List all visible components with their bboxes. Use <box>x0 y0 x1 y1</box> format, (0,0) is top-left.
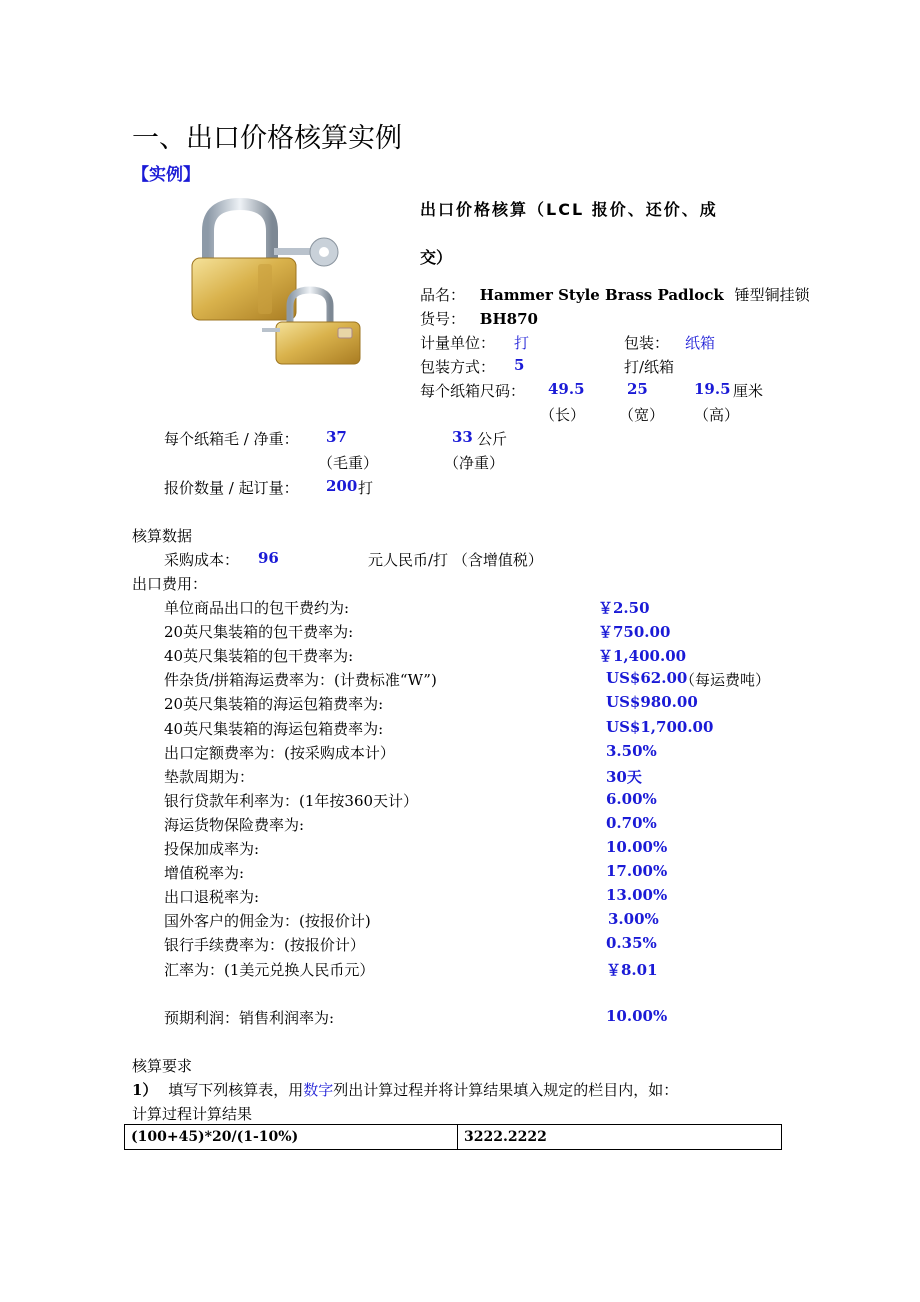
cost-row-label: 投保加成率为: <box>164 840 260 858</box>
size-width: 25 <box>627 380 648 398</box>
code-label: 货号： <box>420 310 466 328</box>
cost-row-label: 出口退税率为: <box>164 888 260 906</box>
net-weight: 33 <box>452 428 473 446</box>
gross-weight: 37 <box>326 428 347 446</box>
requirement-item-1 <box>132 1079 678 1100</box>
name-label: 品名： <box>420 286 466 304</box>
purchase-unit: 元人民币/打 （含增值税） <box>368 551 543 569</box>
pack-label: 包装： <box>624 334 670 352</box>
cost-row-value: US$980.00 <box>606 693 698 711</box>
name-value: Hammer Style Brass Padlock <box>479 286 724 304</box>
unit-value: 打 <box>514 334 530 352</box>
profit-label: 预期利润：销售利润率为: <box>164 1009 335 1027</box>
item-text-a: 填写下列核算表，用 <box>168 1081 304 1099</box>
qty-value: 200 <box>326 477 358 495</box>
cost-row-label: 国外客户的佣金为：(按报价计) <box>164 912 371 930</box>
table-caption: 计算过程计算结果 <box>132 1105 253 1123</box>
weight-label: 每个纸箱毛 / 净重： <box>164 430 299 448</box>
cost-row-label: 垫款周期为： <box>164 768 255 786</box>
cost-row-value: 6.00% <box>606 790 657 808</box>
item-text-b: 列出计算过程并将计算结果填入规定的栏目内，如： <box>333 1081 679 1099</box>
product-name-row <box>420 284 810 305</box>
cost-row-value: ￥750.00 <box>598 623 671 641</box>
cost-row-value: 3.00% <box>608 910 659 928</box>
unit-label: 计量单位： <box>420 334 496 352</box>
pack-value: 纸箱 <box>685 334 716 352</box>
cost-row-label: 出口定额费率为：(按采购成本计） <box>164 744 395 762</box>
cost-row-label: 单位商品出口的包干费约为: <box>164 599 350 617</box>
cost-row-value: 10.00% <box>606 838 668 856</box>
requirements-title: 核算要求 <box>132 1057 193 1075</box>
size-length-label: （长） <box>540 406 586 424</box>
example-tag: 【实例】 <box>132 165 200 185</box>
gross-label: （毛重） <box>318 454 379 472</box>
section-title: 出口价格核算（LCL 报价、还价、成 <box>420 200 718 219</box>
cost-row-label: 银行手续费率为：(按报价计） <box>164 936 365 954</box>
cost-row-value: US$62.00 <box>606 669 688 687</box>
item-highlight: 数字 <box>303 1081 334 1099</box>
code-value: BH870 <box>479 310 538 328</box>
cost-row-value: 0.35% <box>606 934 657 952</box>
cost-row-value: 3.50% <box>606 742 657 760</box>
size-label: 每个纸箱尺码： <box>420 382 526 400</box>
size-height-label: （高） <box>694 406 740 424</box>
cost-row-label: 20英尺集装箱的海运包箱费率为: <box>164 695 384 713</box>
cost-row-label: 增值税率为: <box>164 864 245 882</box>
size-length: 49.5 <box>548 380 585 398</box>
cost-row-label: 件杂货/拼箱海运费率为：(计费标准“W”) <box>164 671 437 689</box>
cost-row-label: 40英尺集装箱的包干费率为: <box>164 647 354 665</box>
cost-row-value: 17.00% <box>606 862 668 880</box>
padlock-image <box>178 196 368 372</box>
weight-unit: 公斤 <box>477 430 508 448</box>
cost-row-value: ￥8.01 <box>606 961 658 979</box>
cost-row-value: 13.00% <box>606 886 668 904</box>
cost-row-value: 0.70% <box>606 814 657 832</box>
cost-row-value: US$1,700.00 <box>606 718 714 736</box>
size-unit: 厘米 <box>733 382 764 400</box>
item-number: 1） <box>132 1081 158 1099</box>
cost-row-note: （每运费吨） <box>680 671 771 689</box>
qty-label: 报价数量 / 起订量： <box>164 479 299 497</box>
process-cell: (100+45)*20/(1-10%) <box>125 1125 458 1150</box>
cost-row-value: ￥1,400.00 <box>598 647 687 665</box>
cost-row-value: 30天 <box>606 768 642 786</box>
cost-row-label: 银行贷款年利率为：(1年按360天计） <box>164 792 419 810</box>
qty-unit: 打 <box>358 479 374 497</box>
section-title-continued: 交） <box>420 248 453 267</box>
product-code-row <box>420 308 538 329</box>
cost-row-label: 海运货物保险费率为: <box>164 816 305 834</box>
result-cell: 3222.2222 <box>458 1125 782 1150</box>
calc-data-title: 核算数据 <box>132 527 193 545</box>
packing-unit: 打/纸箱 <box>624 358 675 376</box>
packing-label: 包装方式： <box>420 358 496 376</box>
table-row <box>125 1125 782 1150</box>
cost-row-label: 汇率为：(1美元兑换人民币元） <box>164 961 375 979</box>
purchase-value: 96 <box>258 549 279 567</box>
example-table <box>124 1124 782 1150</box>
profit-value: 10.00% <box>606 1007 668 1025</box>
purchase-label: 采购成本： <box>164 551 240 569</box>
cost-row-label: 40英尺集装箱的海运包箱费率为: <box>164 720 384 738</box>
cost-row-label: 20英尺集装箱的包干费率为: <box>164 623 354 641</box>
packing-value: 5 <box>514 356 525 374</box>
export-cost-title: 出口费用： <box>132 575 208 593</box>
size-height: 19.5 <box>694 380 731 398</box>
name-cn: 锤型铜挂锁 <box>734 286 810 304</box>
size-width-label: （宽） <box>619 406 665 424</box>
cost-row-value: ￥2.50 <box>598 599 650 617</box>
net-label: （净重） <box>444 454 505 472</box>
page-title: 一、出口价格核算实例 <box>132 123 402 154</box>
